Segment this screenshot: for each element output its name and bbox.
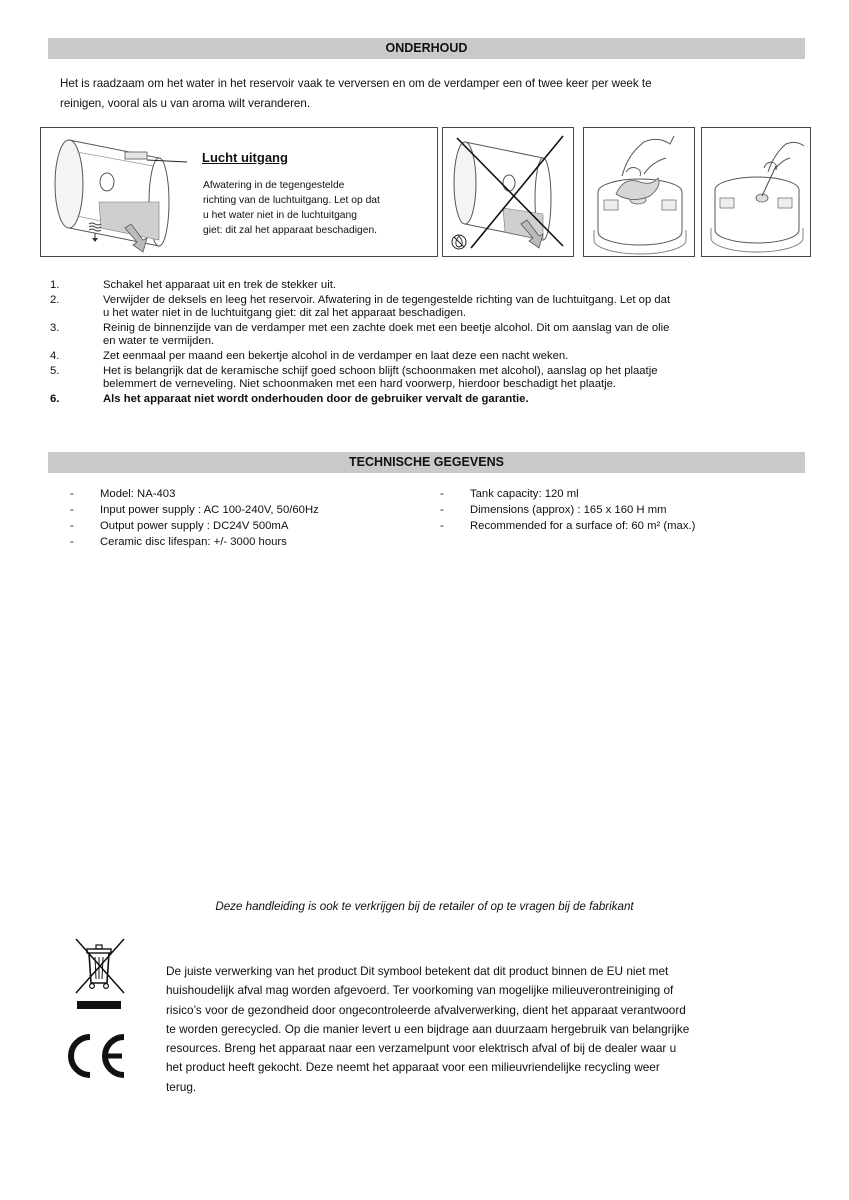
callout-line: u het water niet in de luchtuitgang: [203, 210, 357, 221]
disposal-line: het product heeft gekocht. Deze neemt het apparaat voor een milieuvriendelijke recycling weer: [166, 1060, 660, 1075]
manual-availability-note: Deze handleiding is ook te verkrijgen bij de retailer of op te vragen bij de fabrikant: [215, 900, 634, 913]
step-text: Schakel het apparaat uit en trek de stekker uit.: [103, 279, 336, 291]
callout-line: Afwatering in de tegengestelde: [203, 180, 345, 191]
spec-item: [70, 518, 410, 534]
no-water-icon: [452, 235, 466, 249]
spec-item: [440, 486, 780, 502]
spec-item: [440, 518, 780, 534]
step-item: [48, 365, 768, 392]
step-item: [48, 350, 768, 364]
step-text: Zet eenmaal per maand een bekertje alcohol in de verdamper en laat deze een nacht weken.: [103, 349, 569, 362]
disposal-line: huishoudelijk afval mag worden afgevoerd. Ter voorkoming van mogelijke milieuverontreiniging of: [166, 983, 674, 998]
crossed-out-drain-illustration: [443, 128, 575, 258]
disposal-line: te worden gerecycled. Op die manier levert u een bijdrage aan duurzaam hergebruik van belangrijke: [166, 1021, 690, 1036]
disposal-text: [166, 962, 802, 1097]
step-item: [48, 294, 768, 321]
step-text: en water te vermijden.: [103, 335, 215, 348]
step-item: [48, 279, 768, 293]
spec-text: Tank capacity: 120 ml: [470, 488, 579, 500]
intro-line: Het is raadzaam om het water in het reservoir vaak te verversen en om de verdamper een of twee keer per week te: [60, 77, 652, 90]
spec-item: [70, 486, 410, 502]
spec-text: Ceramic disc lifespan: +/- 3000 hours: [100, 536, 287, 548]
callout-line: richting van de luchtuitgang. Let op dat: [203, 195, 380, 206]
spec-item: [440, 502, 780, 518]
swab-cleaning-illustration: [702, 128, 812, 258]
list-dash: -: [440, 488, 444, 500]
list-dash: -: [70, 504, 74, 516]
cloth-cleaning-illustration: [584, 128, 696, 258]
spec-item: [70, 534, 410, 550]
spec-text: Recommended for a surface of: 60 m² (max.): [470, 520, 696, 532]
intro-line: reinigen, vooral als u van aroma wilt veranderen.: [60, 97, 311, 110]
diffuser-drain-illustration: [41, 128, 439, 258]
illustration-air-outlet: [40, 127, 438, 257]
step-number: 5.: [50, 364, 60, 377]
spec-text: Output power supply : DC24V 500mA: [100, 520, 289, 532]
step-item-warranty: [48, 393, 768, 407]
specs-list-right: [440, 486, 780, 534]
callout-line: giet: dit zal het apparaat beschadigen.: [203, 225, 378, 236]
list-dash: -: [70, 536, 74, 548]
disposal-line: De juiste verwerking van het product Dit symbool betekent dat dit product binnen de EU niet met: [166, 964, 669, 978]
section-header-maintenance: ONDERHOUD: [48, 38, 805, 59]
step-text: Verwijder de deksels en leeg het reservoir. Afwatering in de tegengestelde richting van de luchtuitgang. Let op dat: [103, 293, 671, 306]
spec-text: Model: NA-403: [100, 488, 176, 500]
spec-text: Dimensions (approx) : 165 x 160 H mm: [470, 504, 667, 516]
section-header-specs: TECHNISCHE GEGEVENS: [48, 452, 805, 473]
list-dash: -: [440, 520, 444, 532]
callout-title: Lucht uitgang: [202, 150, 288, 165]
step-text: Het is belangrijk dat de keramische schijf goed schoon blijft (schoonmaken met alcohol), aanslag op het plaatje: [103, 364, 658, 377]
specs-list-left: [70, 486, 410, 550]
step-number: 4.: [50, 349, 60, 362]
step-text: Reinig de binnenzijde van de verdamper met een zachte doek met een beetje alcohol. Dit om aanslag van de olie: [103, 321, 670, 334]
step-text: Als het apparaat niet wordt onderhouden door de gebruiker vervalt de garantie.: [103, 392, 529, 405]
disposal-line: resources. Breng het apparaat naar een verzamelpunt voor elektrisch afval of bij de dealer waar u: [166, 1041, 677, 1056]
list-dash: -: [70, 488, 74, 500]
illustration-clean-swab: [701, 127, 811, 257]
ce-mark-icon: [62, 1033, 130, 1079]
step-number: 6.: [50, 392, 60, 405]
step-text: belemmert de verneveling. Niet schoonmaken met een hard voorwerp, hierdoor beschadigt het plaatje.: [103, 378, 617, 391]
maintenance-steps: [48, 279, 768, 407]
list-dash: -: [70, 520, 74, 532]
step-number: 2.: [50, 293, 60, 306]
weee-bin-icon: [68, 935, 130, 1013]
illustration-wrong-drain: [442, 127, 574, 257]
maintenance-intro: [60, 74, 780, 114]
step-item: [48, 322, 768, 349]
step-text: u het water niet in de luchtuitgang giet: dit zal het apparaat beschadigen.: [103, 307, 467, 320]
step-number: 3.: [50, 321, 60, 334]
disposal-line: risico’s voor de gezondheid door ongecontroleerde afvalverwerking, dient het apparaat verantwoord: [166, 1002, 686, 1017]
illustration-clean-cloth: [583, 127, 695, 257]
spec-text: Input power supply : AC 100-240V, 50/60Hz: [100, 504, 319, 516]
spec-item: [70, 502, 410, 518]
disposal-line: terug.: [166, 1079, 197, 1094]
list-dash: -: [440, 504, 444, 516]
step-number: 1.: [50, 279, 60, 291]
